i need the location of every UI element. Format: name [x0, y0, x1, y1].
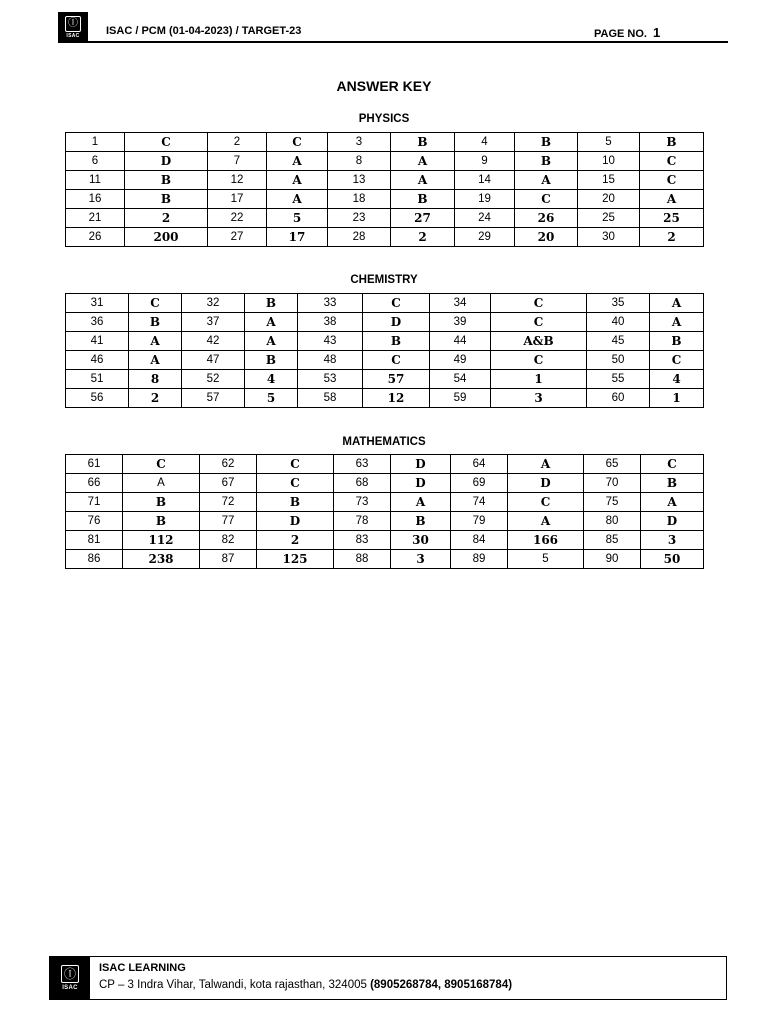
- answer-cell: C: [125, 133, 208, 152]
- answer-cell: 27: [391, 209, 455, 228]
- answer-cell: B: [129, 313, 182, 332]
- question-number: 23: [328, 209, 391, 228]
- answer-cell: 2: [125, 209, 208, 228]
- question-number: 31: [66, 294, 129, 313]
- question-number: 3: [328, 133, 391, 152]
- question-number: 69: [451, 474, 508, 493]
- answer-cell: A: [129, 332, 182, 351]
- question-number: 78: [334, 512, 391, 531]
- answer-cell: C: [363, 294, 430, 313]
- physics-title: PHYSICS: [358, 113, 410, 125]
- answer-cell: B: [391, 512, 451, 531]
- question-number: 63: [334, 455, 391, 474]
- answer-cell: 50: [641, 550, 704, 569]
- answer-cell: D: [363, 313, 430, 332]
- answer-cell: C: [508, 493, 584, 512]
- question-number: 12: [208, 171, 267, 190]
- question-number: 76: [66, 512, 123, 531]
- footer: [49, 956, 727, 1000]
- answer-cell: C: [491, 313, 587, 332]
- answer-cell: A: [508, 455, 584, 474]
- chemistry-title: CHEMISTRY: [350, 274, 418, 286]
- question-number: 67: [200, 474, 257, 493]
- isac-logo: [58, 12, 88, 42]
- question-number: 40: [587, 313, 650, 332]
- question-number: 10: [578, 152, 640, 171]
- answer-cell: D: [391, 474, 451, 493]
- answer-cell: C: [257, 474, 334, 493]
- question-number: 29: [455, 228, 515, 247]
- question-number: 58: [298, 389, 363, 408]
- table-row: [66, 152, 704, 171]
- question-number: 80: [584, 512, 641, 531]
- answer-cell: 166: [508, 531, 584, 550]
- answer-cell: 238: [123, 550, 200, 569]
- question-number: 30: [578, 228, 640, 247]
- question-number: 39: [430, 313, 491, 332]
- answer-cell: A: [267, 171, 328, 190]
- question-number: 15: [578, 171, 640, 190]
- answer-cell: B: [640, 133, 704, 152]
- table-row: [66, 313, 704, 332]
- answer-cell: A: [267, 190, 328, 209]
- question-number: 44: [430, 332, 491, 351]
- answer-cell: B: [391, 133, 455, 152]
- answer-cell: C: [257, 455, 334, 474]
- table-row: [66, 474, 704, 493]
- question-number: 56: [66, 389, 129, 408]
- question-number: 50: [587, 351, 650, 370]
- mathematics-title: MATHEMATICS: [342, 436, 426, 448]
- answer-cell: 30: [391, 531, 451, 550]
- page-number-label: [594, 25, 660, 40]
- answer-cell: B: [123, 512, 200, 531]
- answer-cell: 17: [267, 228, 328, 247]
- question-number: 5: [578, 133, 640, 152]
- question-number: 47: [182, 351, 245, 370]
- table-row: [66, 332, 704, 351]
- answer-cell: 125: [257, 550, 334, 569]
- table-row: [66, 493, 704, 512]
- question-number: 17: [208, 190, 267, 209]
- answer-cell: A: [391, 493, 451, 512]
- answer-cell: B: [123, 493, 200, 512]
- answer-cell: A: [641, 493, 704, 512]
- table-row: [66, 294, 704, 313]
- question-number: 82: [200, 531, 257, 550]
- question-number: 53: [298, 370, 363, 389]
- answer-cell: B: [125, 190, 208, 209]
- table-row: [66, 190, 704, 209]
- answer-cell: 5: [267, 209, 328, 228]
- answer-cell: D: [391, 455, 451, 474]
- question-number: 59: [430, 389, 491, 408]
- answer-cell: D: [257, 512, 334, 531]
- question-number: 66: [66, 474, 123, 493]
- question-number: 25: [578, 209, 640, 228]
- question-number: 79: [451, 512, 508, 531]
- question-number: 22: [208, 209, 267, 228]
- question-number: 28: [328, 228, 391, 247]
- logo-mark-icon: Ⓘ: [65, 16, 81, 32]
- question-number: 62: [200, 455, 257, 474]
- answer-cell: 4: [245, 370, 298, 389]
- answer-cell: A: [245, 332, 298, 351]
- footer-address-line: [99, 979, 512, 991]
- question-number: 77: [200, 512, 257, 531]
- answer-cell: 12: [363, 389, 430, 408]
- answer-cell: C: [641, 455, 704, 474]
- answer-cell: B: [125, 171, 208, 190]
- answer-cell: A: [515, 171, 578, 190]
- question-number: 55: [587, 370, 650, 389]
- answer-cell: 112: [123, 531, 200, 550]
- answer-cell: A&B: [491, 332, 587, 351]
- question-number: 72: [200, 493, 257, 512]
- table-row: [66, 351, 704, 370]
- question-number: 64: [451, 455, 508, 474]
- answer-cell: A: [267, 152, 328, 171]
- question-number: 45: [587, 332, 650, 351]
- question-number: 37: [182, 313, 245, 332]
- footer-company-name: ISAC LEARNING: [99, 962, 186, 974]
- physics-answer-table: [65, 132, 704, 247]
- answer-cell: 200: [125, 228, 208, 247]
- table-row: [66, 228, 704, 247]
- answer-cell: A: [640, 190, 704, 209]
- question-number: 52: [182, 370, 245, 389]
- logo-text: ISAC: [66, 32, 80, 39]
- question-number: 60: [587, 389, 650, 408]
- question-number: 8: [328, 152, 391, 171]
- answer-cell: C: [123, 455, 200, 474]
- answer-cell: 3: [391, 550, 451, 569]
- question-number: 89: [451, 550, 508, 569]
- answer-cell: C: [650, 351, 704, 370]
- answer-cell: 3: [641, 531, 704, 550]
- answer-cell: 3: [491, 389, 587, 408]
- question-number: 11: [66, 171, 125, 190]
- question-number: 38: [298, 313, 363, 332]
- question-number: 32: [182, 294, 245, 313]
- answer-cell: C: [491, 351, 587, 370]
- table-row: [66, 133, 704, 152]
- question-number: 35: [587, 294, 650, 313]
- answer-cell: 20: [515, 228, 578, 247]
- table-row: [66, 171, 704, 190]
- answer-cell: A: [123, 474, 200, 493]
- answer-cell: A: [245, 313, 298, 332]
- question-number: 61: [66, 455, 123, 474]
- question-number: 27: [208, 228, 267, 247]
- question-number: 83: [334, 531, 391, 550]
- question-number: 57: [182, 389, 245, 408]
- answer-cell: D: [125, 152, 208, 171]
- footer-phones: (8905268784, 8905168784): [370, 979, 513, 991]
- question-number: 43: [298, 332, 363, 351]
- answer-cell: D: [641, 512, 704, 531]
- question-number: 6: [66, 152, 125, 171]
- answer-cell: A: [508, 512, 584, 531]
- chemistry-answer-table: [65, 293, 704, 408]
- question-number: 86: [66, 550, 123, 569]
- answer-cell: C: [640, 152, 704, 171]
- answer-cell: B: [245, 351, 298, 370]
- header-title: ISAC / PCM (01-04-2023) / TARGET-23: [106, 25, 302, 37]
- answer-cell: B: [245, 294, 298, 313]
- table-row: [66, 455, 704, 474]
- answer-cell: A: [391, 152, 455, 171]
- question-number: 33: [298, 294, 363, 313]
- question-number: 71: [66, 493, 123, 512]
- question-number: 42: [182, 332, 245, 351]
- answer-cell: 25: [640, 209, 704, 228]
- question-number: 48: [298, 351, 363, 370]
- footer-logo-text: ISAC: [62, 985, 78, 991]
- question-number: 65: [584, 455, 641, 474]
- answer-cell: 2: [391, 228, 455, 247]
- answer-cell: B: [363, 332, 430, 351]
- answer-cell: A: [129, 351, 182, 370]
- answer-cell: 5: [245, 389, 298, 408]
- answer-cell: 57: [363, 370, 430, 389]
- answer-cell: B: [515, 152, 578, 171]
- mathematics-answer-table: [65, 454, 704, 569]
- answer-cell: 5: [508, 550, 584, 569]
- answer-cell: 1: [650, 389, 704, 408]
- answer-cell: B: [391, 190, 455, 209]
- table-row: [66, 389, 704, 408]
- answer-cell: 2: [640, 228, 704, 247]
- question-number: 24: [455, 209, 515, 228]
- answer-cell: 8: [129, 370, 182, 389]
- question-number: 51: [66, 370, 129, 389]
- answer-cell: D: [508, 474, 584, 493]
- question-number: 74: [451, 493, 508, 512]
- answer-cell: C: [640, 171, 704, 190]
- answer-cell: C: [129, 294, 182, 313]
- page-title: ANSWER KEY: [336, 78, 432, 94]
- question-number: 4: [455, 133, 515, 152]
- question-number: 9: [455, 152, 515, 171]
- answer-cell: A: [650, 294, 704, 313]
- question-number: 13: [328, 171, 391, 190]
- table-row: [66, 370, 704, 389]
- question-number: 36: [66, 313, 129, 332]
- answer-cell: A: [650, 313, 704, 332]
- answer-cell: B: [515, 133, 578, 152]
- question-number: 54: [430, 370, 491, 389]
- question-number: 84: [451, 531, 508, 550]
- question-number: 16: [66, 190, 125, 209]
- table-row: [66, 550, 704, 569]
- answer-cell: C: [363, 351, 430, 370]
- question-number: 21: [66, 209, 125, 228]
- question-number: 73: [334, 493, 391, 512]
- question-number: 18: [328, 190, 391, 209]
- question-number: 46: [66, 351, 129, 370]
- question-number: 14: [455, 171, 515, 190]
- question-number: 81: [66, 531, 123, 550]
- answer-cell: A: [391, 171, 455, 190]
- footer-logo-mark-icon: Ⓘ: [61, 965, 79, 983]
- question-number: 34: [430, 294, 491, 313]
- answer-cell: C: [267, 133, 328, 152]
- footer-logo: [50, 957, 90, 999]
- answer-cell: C: [491, 294, 587, 313]
- page-number: 1: [652, 25, 661, 40]
- question-number: 70: [584, 474, 641, 493]
- question-number: 87: [200, 550, 257, 569]
- answer-cell: C: [515, 190, 578, 209]
- question-number: 49: [430, 351, 491, 370]
- question-number: 20: [578, 190, 640, 209]
- page-label: PAGE NO.: [594, 28, 647, 40]
- question-number: 85: [584, 531, 641, 550]
- question-number: 2: [208, 133, 267, 152]
- question-number: 26: [66, 228, 125, 247]
- question-number: 90: [584, 550, 641, 569]
- table-row: [66, 531, 704, 550]
- question-number: 1: [66, 133, 125, 152]
- answer-cell: B: [257, 493, 334, 512]
- answer-cell: B: [641, 474, 704, 493]
- answer-cell: B: [650, 332, 704, 351]
- answer-cell: 4: [650, 370, 704, 389]
- question-number: 68: [334, 474, 391, 493]
- footer-address: CP – 3 Indra Vihar, Talwandi, kota rajasthan, 324005: [99, 979, 371, 991]
- question-number: 19: [455, 190, 515, 209]
- question-number: 88: [334, 550, 391, 569]
- answer-cell: 2: [129, 389, 182, 408]
- answer-cell: 26: [515, 209, 578, 228]
- table-row: [66, 209, 704, 228]
- question-number: 41: [66, 332, 129, 351]
- table-row: [66, 512, 704, 531]
- answer-cell: 1: [491, 370, 587, 389]
- question-number: 75: [584, 493, 641, 512]
- question-number: 7: [208, 152, 267, 171]
- header-divider: [58, 41, 728, 43]
- answer-cell: 2: [257, 531, 334, 550]
